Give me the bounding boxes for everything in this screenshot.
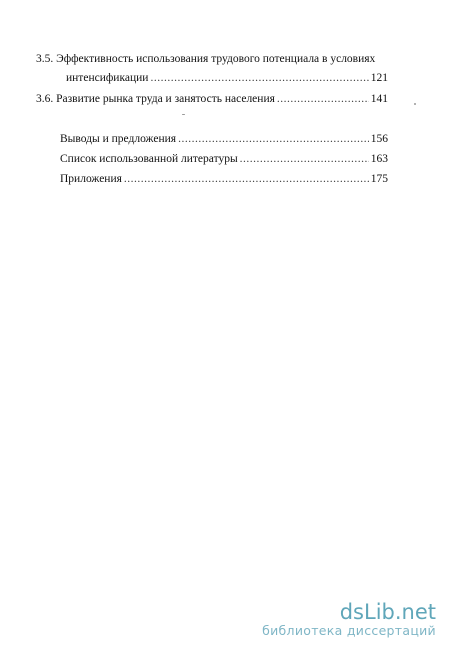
dot-leader bbox=[277, 92, 369, 106]
toc-entry-3-5-label: интенсификации bbox=[66, 72, 149, 84]
toc-entry-references-label: Список использованной литературы bbox=[60, 153, 238, 165]
toc-entry-appendices-page: 175 bbox=[370, 173, 388, 185]
dot-leader bbox=[150, 71, 368, 85]
toc-entry-conclusions-label: Выводы и предложения bbox=[60, 133, 177, 145]
dot-leader bbox=[178, 132, 369, 146]
watermark-logo bbox=[262, 601, 436, 623]
toc-entry-conclusions-page: 156 bbox=[370, 133, 388, 145]
toc-entry-3-5 bbox=[66, 71, 388, 85]
watermark-logo-main: dsLib bbox=[339, 600, 395, 624]
scan-speck bbox=[414, 103, 416, 105]
toc-entry-references bbox=[60, 152, 388, 166]
watermark-logo-suffix: .net bbox=[394, 600, 436, 624]
toc-entry-3-6-label: 3.6. Развитие рынка труда и занятость населения bbox=[36, 93, 275, 105]
toc-entry-3-6 bbox=[36, 92, 388, 106]
scan-speck bbox=[182, 114, 185, 115]
dslib-watermark bbox=[262, 601, 436, 638]
dot-leader bbox=[124, 172, 369, 186]
toc-entry-appendices bbox=[60, 172, 388, 186]
dot-leader bbox=[240, 152, 369, 166]
toc-entry-3-5-line1: 3.5. Эффективность использования трудового потенциала в условиях bbox=[36, 53, 376, 65]
watermark-subtitle: библиотека диссертаций bbox=[262, 623, 436, 638]
toc-entry-appendices-label: Приложения bbox=[60, 173, 122, 185]
toc-entry-3-5-page: 121 bbox=[370, 72, 388, 84]
toc-entry-references-page: 163 bbox=[370, 153, 388, 165]
toc-entry-conclusions bbox=[60, 132, 388, 146]
toc-entry-3-6-page: 141 bbox=[370, 93, 388, 105]
